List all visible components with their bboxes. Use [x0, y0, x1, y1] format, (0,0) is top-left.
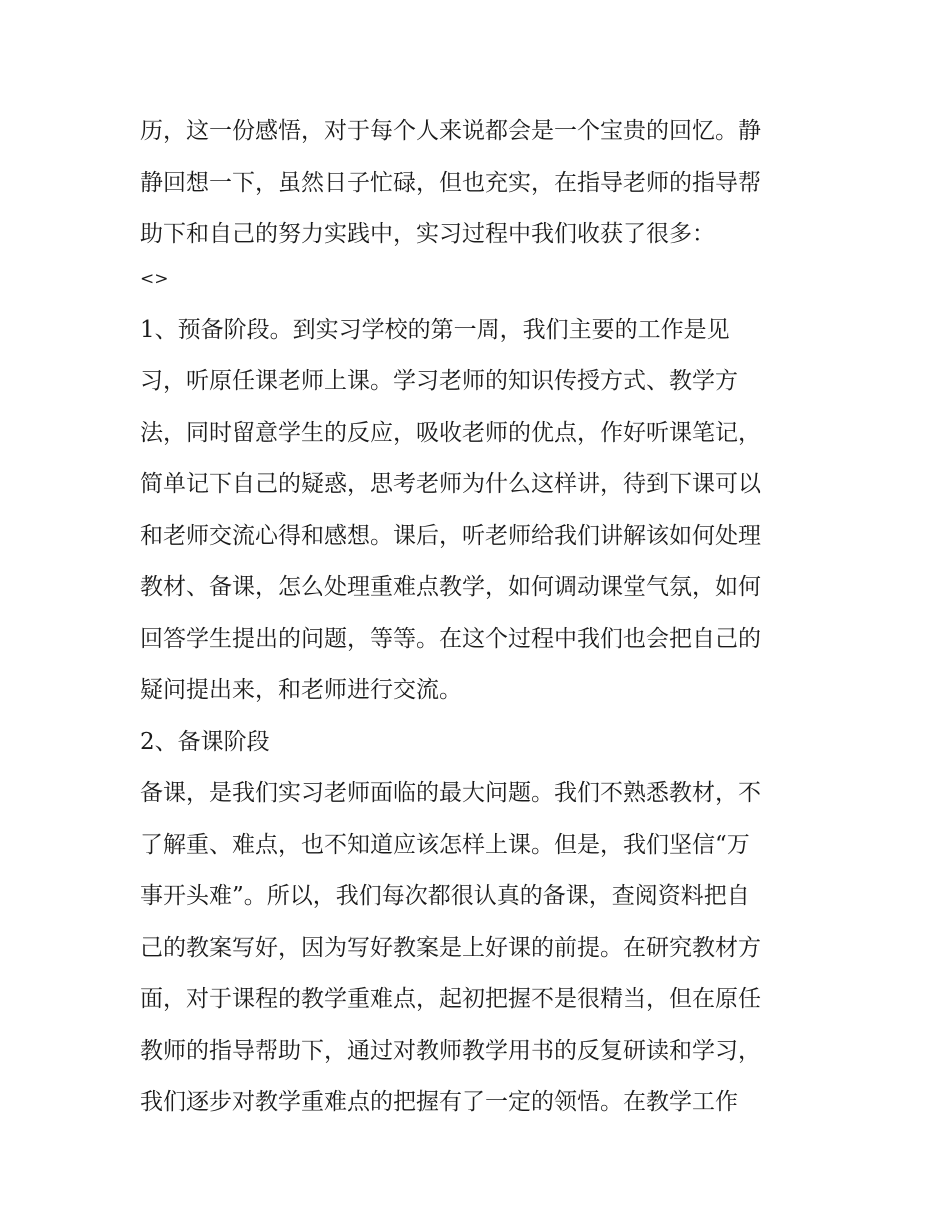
- placeholder-marker: <>: [140, 268, 169, 289]
- text-line: 习，听原任课老师上课。学习老师的知识传授方式、教学方: [140, 368, 738, 394]
- text-line: 和老师交流心得和感想。课后，听老师给我们讲解该如何处理: [140, 522, 761, 549]
- text-line: 静回想一下，虽然日子忙碌，但也充实，在指导老师的指导帮: [140, 169, 761, 196]
- section-2-heading: 2、备课阶段: [140, 728, 270, 755]
- text-line: 事开头难”。所以，我们每次都很认真的备课，查阅资料把自: [140, 883, 750, 909]
- text-line: 备课，是我们实习老师面临的最大问题。我们不熟悉教材，不: [140, 780, 761, 806]
- text-line: 面，对于课程的教学重难点，起初把握不是很精当，但在原任: [140, 986, 761, 1012]
- text-line: 我们逐步对教学重难点的把握有了一定的领悟。在教学工作: [140, 1089, 738, 1115]
- section-1-heading-line: 1、预备阶段。到实习学校的第一周，我们主要的工作是见: [140, 316, 730, 343]
- text-line: 疑问提出来，和老师进行交流。: [140, 677, 462, 703]
- text-line: 简单记下自己的疑惑，思考老师为什么这样讲，待到下课可以: [140, 471, 761, 497]
- text-line: 教师的指导帮助下，通过对教师教学用书的反复研读和学习，: [140, 1037, 761, 1064]
- text-line: 教材、备课，怎么处理重难点教学，如何调动课堂气氛，如何: [140, 574, 761, 600]
- text-line: 回答学生提出的问题，等等。在这个过程中我们也会把自己的: [140, 625, 761, 652]
- text-line: 法，同时留意学生的反应，吸收老师的优点，作好听课笔记，: [140, 419, 761, 446]
- text-line: 历，这一份感悟，对于每个人来说都会是一个宝贵的回忆。静: [140, 118, 761, 144]
- text-line: 助下和自己的努力实践中，实习过程中我们收获了很多：: [140, 221, 715, 247]
- body-text: [140, 106, 820, 1129]
- text-line: 了解重、难点，也不知道应该怎样上课。但是，我们坚信“万: [140, 831, 750, 858]
- text-line: 己的教案写好，因为写好教案是上好课的前提。在研究教材方: [140, 934, 761, 961]
